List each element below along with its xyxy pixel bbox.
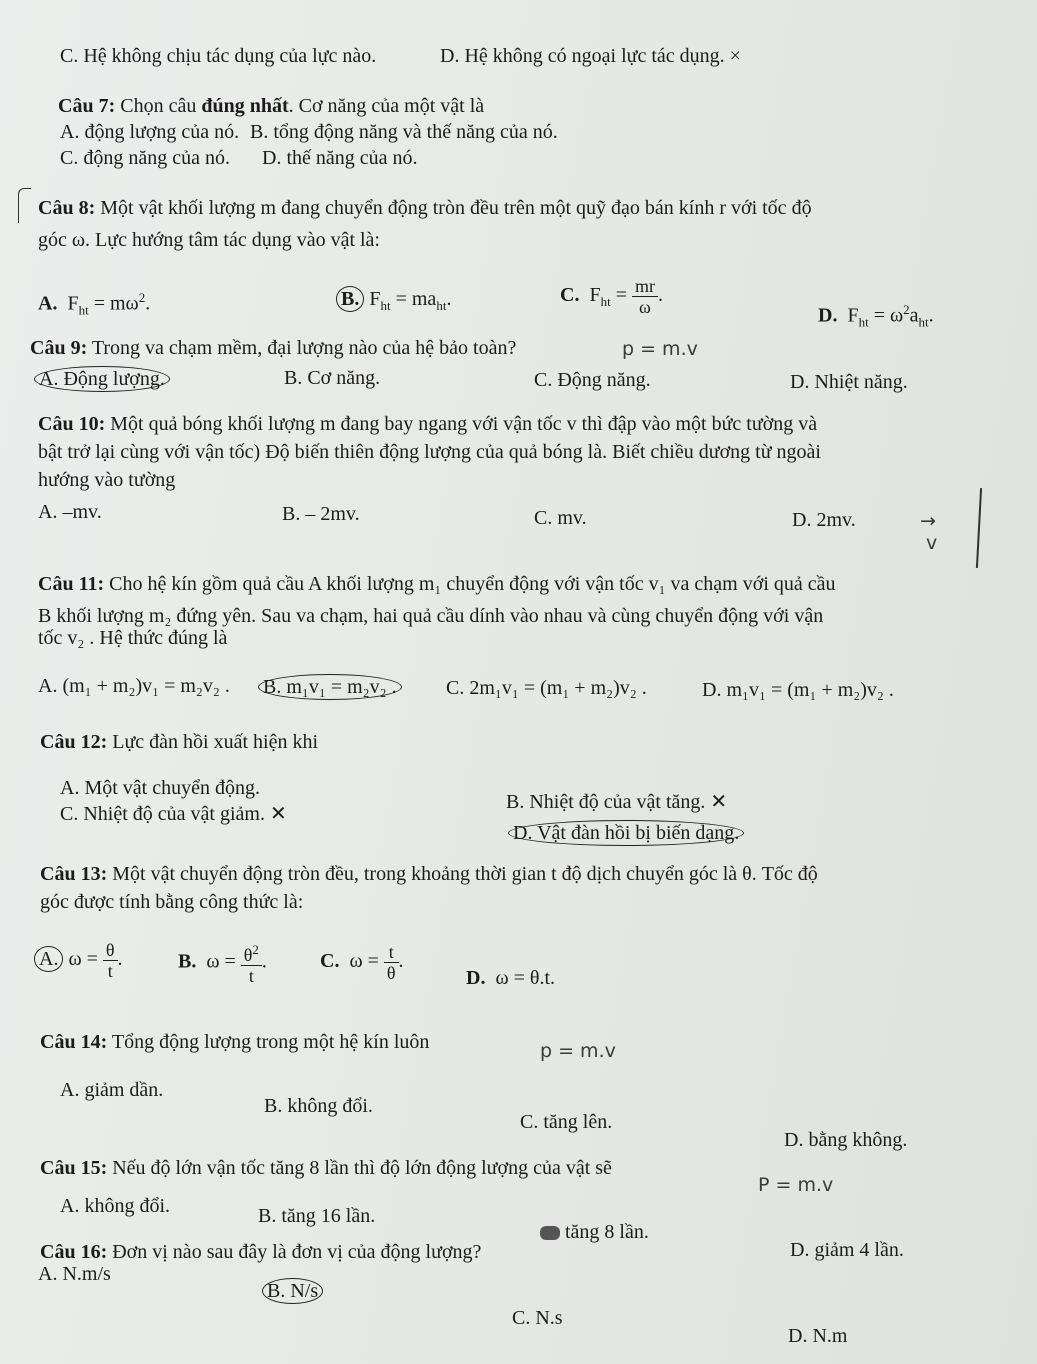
- q8-option-b: B. $F_{ht} = ma_{ht}$.: [340, 286, 451, 318]
- q13-option-a: A. ω = $\frac{\theta}{t}$ .: [38, 940, 123, 981]
- q15-handwritten-note: P = m.v: [758, 1174, 834, 1196]
- q12-option-a: A. Một vật chuyển động.: [60, 777, 260, 799]
- q13-option-c: C. ω = $\frac{t}{\theta}$ .: [320, 942, 404, 983]
- cross-mark-icon: ✕: [269, 803, 287, 825]
- q11-line3: tốc v₂ . Hệ thức đúng là: [38, 627, 228, 649]
- q12-option-d: D. Vật đàn hồi bị biến dạng.: [512, 820, 744, 846]
- q7-option-d: D. thế năng của nó.: [262, 147, 418, 169]
- q14-option-c: C. tăng lên.: [520, 1111, 613, 1133]
- q10-option-d: D. 2mv.: [792, 509, 856, 531]
- handwritten-bracket: [18, 188, 31, 223]
- q6-option-c: C. Hệ không chịu tác dụng của lực nào.: [60, 45, 377, 67]
- q15-option-b: B. tăng 16 lần.: [258, 1205, 376, 1227]
- q9-handwritten-note: p = m.v: [622, 338, 698, 360]
- arrow-right-icon: →: [920, 510, 936, 532]
- q13-line1: Câu 13: Một vật chuyển động tròn đều, trong khoảng thời gian t độ dịch chuyển góc là θ. Tốc độ: [40, 863, 818, 885]
- cross-mark-icon: ×: [729, 45, 741, 67]
- q13-option-b: B. ω = $\frac{\theta^2}{t}$ .: [178, 942, 267, 986]
- cross-mark-icon: ✕: [710, 791, 728, 813]
- q14-option-b: B. không đổi.: [264, 1095, 373, 1117]
- q11-line1: Câu 11: Cho hệ kín gồm quả cầu A khối lượng m₁ chuyển động với vận tốc v₁ va chạm với quả cầu: [38, 573, 836, 595]
- q11-option-c: C. 2m₁v₁ = (m₁ + m₂)v₂ .: [446, 677, 647, 699]
- q9-option-d: D. Nhiệt năng.: [790, 371, 908, 393]
- q8-option-d: D. $F_{ht} = \omega^2a_{ht}$.: [818, 302, 934, 330]
- q8-line1: Câu 8: Một vật khối lượng m đang chuyển động tròn đều trên một quỹ đạo bán kính r với tốc độ: [38, 197, 812, 219]
- q8-option-a: A. $F_{ht} = m\omega^2$.: [38, 290, 151, 318]
- scribble-mark: [540, 1226, 560, 1240]
- q7-option-c: C. động năng của nó.: [60, 147, 230, 169]
- q14-option-a: A. giảm dần.: [60, 1079, 164, 1101]
- q7-option-a: A. động lượng của nó.: [60, 121, 240, 143]
- q9-stem: Câu 9: Trong va chạm mềm, đại lượng nào của hệ bảo toàn?: [30, 337, 517, 359]
- q8-option-c: C. $F_{ht}$ = $\frac{mr}{\omega}$ .: [560, 276, 663, 317]
- q10-line1: Câu 10: Một quả bóng khối lượng m đang bay ngang với vận tốc v thì đập vào một bức tường và: [38, 413, 818, 435]
- q14-option-d: D. bằng không.: [784, 1129, 908, 1151]
- q14-stem: Câu 14: Tổng động lượng trong một hệ kín luôn: [40, 1031, 430, 1053]
- q13-option-d: D. ω = θ.t.: [466, 967, 556, 989]
- q7-option-b: B. tổng động năng và thế năng của nó.: [250, 121, 558, 143]
- q11-option-d: D. m₁v₁ = (m₁ + m₂)v₂ .: [702, 679, 894, 701]
- q11-option-b: B. m₁v₁ = m₂v₂ .: [262, 674, 402, 700]
- q16-option-c: C. N.s: [512, 1307, 563, 1329]
- q9-option-c: C. Động năng.: [534, 369, 651, 391]
- q13-line2: góc được tính bằng công thức là:: [40, 891, 304, 913]
- q15-option-c: tăng 8 lần.: [540, 1220, 649, 1244]
- q8-line2: góc ω. Lực hướng tâm tác dụng vào vật là:: [38, 229, 380, 251]
- q10-line2: bật trở lại cùng với vận tốc) Độ biến thiên động lượng của quả bóng là. Biết chiều dương từ ngoài: [38, 441, 821, 463]
- q10-line3: hướng vào tường: [38, 469, 176, 491]
- q10-option-c: C. mv.: [534, 507, 587, 529]
- q16-option-a: A. N.m/s: [38, 1263, 111, 1285]
- q10-option-a: A. –mv.: [38, 501, 102, 523]
- q10-handwritten-note: v: [926, 532, 938, 554]
- q15-option-d: D. giảm 4 lần.: [790, 1239, 904, 1261]
- q12-option-b: B. Nhiệt độ của vật tăng. ✕: [506, 791, 728, 813]
- q14-handwritten-note: p = m.v: [540, 1040, 616, 1062]
- q16-option-b: B. N/s: [266, 1278, 323, 1304]
- q16-option-d: D. N.m: [788, 1325, 848, 1347]
- q11-line2: B khối lượng m₂ đứng yên. Sau va chạm, hai quả cầu dính vào nhau và cùng chuyển động với vận: [38, 605, 824, 627]
- q12-option-c: C. Nhiệt độ của vật giảm. ✕: [60, 803, 287, 825]
- wall-sketch: [976, 488, 982, 568]
- q15-option-a: A. không đổi.: [60, 1195, 170, 1217]
- q10-option-b: B. – 2mv.: [282, 503, 360, 525]
- q6-option-d: D. Hệ không có ngoại lực tác dụng. ×: [440, 45, 741, 67]
- q15-stem: Câu 15: Nếu độ lớn vận tốc tăng 8 lần thì độ lớn động lượng của vật sẽ: [40, 1157, 612, 1179]
- q11-option-a: A. (m₁ + m₂)v₁ = m₂v₂ .: [38, 675, 230, 697]
- q12-stem: Câu 12: Lực đàn hồi xuất hiện khi: [40, 731, 319, 753]
- q16-stem: Câu 16: Đơn vị nào sau đây là đơn vị của động lượng?: [40, 1241, 482, 1263]
- q9-option-b: B. Cơ năng.: [284, 367, 381, 389]
- q7-stem: Câu 7: Chọn câu đúng nhất. Cơ năng của một vật là: [58, 95, 485, 117]
- q9-option-a: A. Động lượng.: [38, 366, 170, 392]
